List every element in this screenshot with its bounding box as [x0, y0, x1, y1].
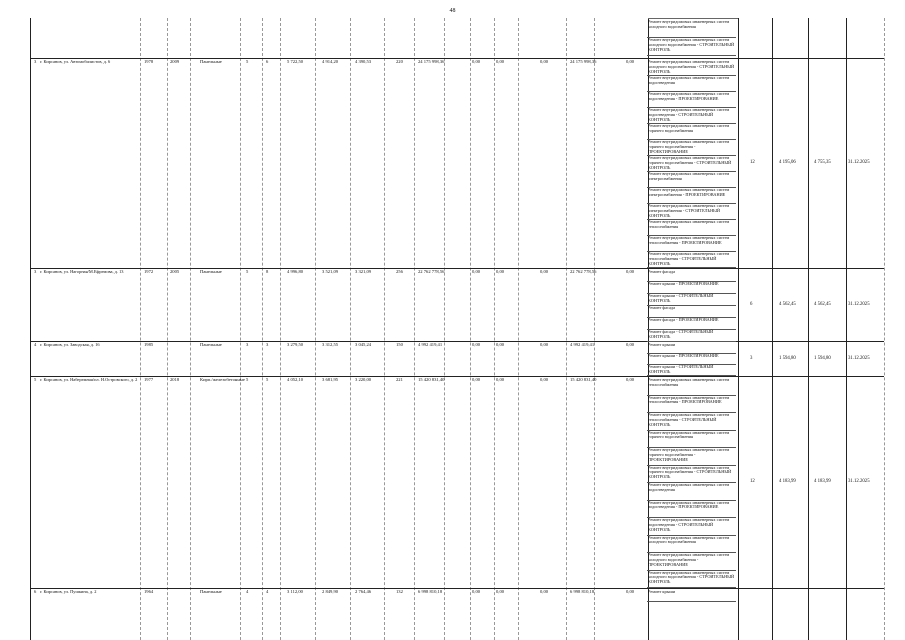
work-item	[648, 124, 736, 139]
work-item-text: Ремонт внутридомовых инженерных систем водоотведения - ПРОЕКТИРОВАНИЕ	[648, 499, 730, 510]
work-separator	[647, 601, 736, 602]
row-built-year: 1985	[144, 342, 154, 347]
work-item-text: Ремонт внутридомовых инженерных систем электроснабжения - ПРОЕКТИРОВАНИЕ	[648, 187, 730, 197]
work-item	[648, 76, 736, 91]
work-item	[648, 343, 736, 353]
row-cost-owners: 22 762 778,56	[570, 269, 597, 274]
work-item-text: Ремонт внутридомовых инженерных систем холодного водоснабжения - СТРОИТЕЛЬНЫЙ КОНТРОЛЬ	[648, 569, 735, 585]
work-item-text: Ремонт внутридомовых инженерных систем холодного водоснабжения	[648, 534, 730, 545]
row-number: 6	[34, 589, 37, 594]
row-address: г. Кирсанов, ул. Набережная/пл. Н.Островского, д. 2	[40, 377, 138, 382]
work-item-text: Ремонт крыши - ПРОЕКТИРОВАНИЕ	[648, 281, 719, 286]
row-work-count: 3	[750, 355, 753, 361]
work-item	[648, 318, 736, 329]
row-unit-cost: 4 195,06	[779, 160, 796, 165]
work-item	[648, 172, 736, 187]
row-area-owned: 3 321,09	[355, 269, 372, 274]
work-item	[648, 60, 736, 75]
work-item	[648, 536, 736, 553]
row-area-living: 3 312,55	[322, 342, 339, 347]
row-deadline: 31.12.2025	[848, 355, 870, 361]
row-number: 3	[34, 269, 37, 274]
work-item-text: Ремонт внутридомовых инженерных систем горячего водоснабжения - СТРОИТЕЛЬНЫЙ КОНТРОЛЬ	[648, 464, 732, 480]
work-item	[648, 378, 736, 395]
work-item-text: Ремонт внутридомовых инженерных систем водоотведения - СТРОИТЕЛЬНЫЙ КОНТРОЛЬ	[648, 107, 730, 122]
work-item	[648, 330, 736, 341]
row-cost-total: 22 762 778,56	[418, 269, 445, 274]
row-area-living: 4 914,20	[322, 59, 339, 64]
work-item	[648, 590, 736, 601]
work-item-text: Ремонт внутридомовых инженерных систем холодного водоснабжения	[648, 19, 730, 29]
row-cost-owners: 4 992 419,41	[570, 342, 595, 347]
work-item	[648, 236, 736, 251]
column-line	[140, 18, 141, 640]
row-wall-material: Панельные	[200, 342, 222, 347]
row-address: г. Кирсанов, ул. Нагорная/М.Ефремова, д. 13	[40, 269, 124, 274]
row-line	[30, 58, 884, 59]
row-area-owned: 4 390,53	[355, 59, 372, 64]
row-area-total: 3 112,00	[287, 589, 303, 594]
row-number: 5	[34, 377, 37, 382]
work-item	[648, 413, 736, 430]
row-fund-2: 0,00	[496, 342, 505, 347]
row-deadline: 31.12.2025	[848, 479, 870, 484]
work-item-text: Ремонт внутридомовых инженерных систем горячего водоснабжения	[648, 429, 730, 440]
row-number: 3	[34, 59, 37, 64]
row-max-cost: 4 755,35	[814, 160, 831, 165]
column-line	[470, 18, 471, 640]
row-floors: 5	[246, 269, 249, 274]
work-item	[648, 38, 736, 55]
work-item	[648, 365, 736, 375]
row-area-total: 4 052,10	[287, 377, 304, 382]
page-number: 48	[449, 8, 456, 14]
work-item	[648, 108, 736, 123]
row-area-living: 2 849,90	[322, 589, 339, 594]
row-fund-1: 0,00	[472, 377, 481, 382]
work-item-text: Ремонт внутридомовых инженерных систем электроснабжения	[648, 171, 730, 181]
row-fund-3: 0,00	[540, 589, 549, 594]
row-fund-3: 0,00	[540, 377, 549, 382]
row-fund-4: 0,00	[626, 589, 635, 594]
column-line	[494, 18, 495, 640]
row-fund-3: 0,00	[540, 59, 549, 64]
row-cost-total: 15 420 831,40	[418, 377, 445, 382]
work-item	[648, 396, 736, 413]
work-item-text: Ремонт внутридомовых инженерных систем водоотведения - СТРОИТЕЛЬНЫЙ КОНТРОЛЬ	[648, 517, 730, 532]
work-item-text: Ремонт внутридомовых инженерных систем горячего водоснабжения	[648, 123, 730, 133]
row-line	[30, 588, 884, 589]
row-cost-owners: 15 420 831,40	[570, 377, 597, 382]
row-wall-material: Кирп./железобетонные	[200, 377, 245, 382]
row-fund-2: 0,00	[496, 377, 505, 382]
row-fund-4: 0,00	[626, 269, 635, 274]
row-fund-2: 0,00	[496, 589, 505, 594]
column-border	[738, 18, 739, 640]
row-residents: 221	[396, 377, 403, 382]
row-fund-1: 0,00	[472, 342, 481, 347]
row-area-owned: 3 045,24	[355, 342, 372, 347]
column-line	[566, 18, 567, 640]
work-item-text: Ремонт крыши - СТРОИТЕЛЬНЫЙ КОНТРОЛЬ	[648, 364, 714, 374]
column-line	[384, 18, 385, 640]
row-area-total: 3 279,50	[287, 342, 304, 347]
row-entrances: 3	[266, 342, 269, 347]
column-line	[240, 18, 241, 640]
work-item-text: Ремонт внутридомовых инженерных систем водоотведения - ПРОЕКТИРОВАНИЕ	[648, 91, 730, 101]
row-cost-total: 4 992 419,41	[418, 342, 443, 347]
work-item-text: Ремонт крыши - СТРОИТЕЛЬНЫЙ КОНТРОЛЬ	[648, 293, 714, 303]
work-item-text: Ремонт внутридомовых инженерных систем водоотведения	[648, 75, 730, 85]
row-deadline: 31.12.2025	[848, 301, 870, 307]
row-fund-4: 0,00	[626, 342, 635, 347]
row-cost-total: 6 998 810,18	[418, 589, 443, 594]
work-item-text: Ремонт внутридомовых инженерных систем теплоснабжения - ПРОЕКТИРОВАНИЕ	[648, 235, 730, 245]
row-fund-2: 0,00	[496, 59, 505, 64]
work-item-text: Ремонт внутридомовых инженерных систем холодного водоснабжения - ПРОЕКТИРОВАНИЕ	[648, 552, 730, 567]
work-item	[648, 553, 736, 570]
row-fund-1: 0,00	[472, 59, 481, 64]
row-fund-4: 0,00	[626, 59, 635, 64]
column-line	[280, 18, 281, 640]
work-item-text: Ремонт внутридомовых инженерных систем горячего водоснабжения - СТРОИТЕЛЬНЫЙ КОНТРОЛЬ	[648, 155, 732, 170]
work-item-text: Ремонт фасада - ПРОЕКТИРОВАНИЕ	[648, 317, 719, 322]
row-area-total: 5 722,50	[287, 59, 304, 64]
row-renovation-year: 2005	[170, 269, 180, 274]
column-line	[772, 18, 773, 640]
work-item-text: Ремонт фасада	[648, 269, 676, 274]
work-item	[648, 92, 736, 107]
column-line	[518, 18, 519, 640]
work-item	[648, 294, 736, 305]
work-item-text: Ремонт фасада	[648, 305, 676, 310]
row-floors: 3	[246, 342, 249, 347]
row-area-owned: 3 220,00	[355, 377, 372, 382]
column-line	[262, 18, 263, 640]
column-line	[167, 18, 168, 640]
work-item	[648, 431, 736, 448]
row-residents: 132	[396, 589, 403, 594]
row-area-living: 3 681,95	[322, 377, 339, 382]
row-built-year: 1972	[144, 269, 154, 274]
work-item-text: Ремонт крыши	[648, 589, 676, 594]
row-cost-total: 24 175 998,36	[418, 59, 445, 64]
work-separator	[647, 587, 736, 588]
row-address: г. Кирсанов, ул. Автомобилистов, д. 6	[40, 59, 111, 64]
row-number: 4	[34, 342, 37, 347]
row-work-count: 12	[750, 479, 755, 484]
row-entrances: 5	[266, 377, 269, 382]
work-item-text: Ремонт внутридомовых инженерных систем теплоснабжения	[648, 377, 730, 387]
row-fund-3: 0,00	[540, 269, 549, 274]
row-fund-3: 0,00	[540, 342, 549, 347]
work-item	[648, 518, 736, 535]
work-item	[648, 220, 736, 235]
row-renovation-year: 2009	[170, 59, 180, 64]
work-item-text: Ремонт внутридомовых инженерных систем теплоснабжения	[648, 219, 730, 229]
work-item-text: Ремонт внутридомовых инженерных систем холодного водоснабжения - СТРОИТЕЛЬНЫЙ КОНТРОЛЬ	[648, 59, 735, 74]
work-item	[648, 483, 736, 500]
row-wall-material: Панельные	[200, 269, 222, 274]
work-item	[648, 354, 736, 364]
row-entrances: 8	[266, 269, 269, 274]
row-floors: 4	[246, 589, 249, 594]
work-item	[648, 188, 736, 203]
work-item-text: Ремонт крыши - ПРОЕКТИРОВАНИЕ	[648, 353, 719, 358]
work-item-text: Ремонт внутридомовых инженерных систем электроснабжения - СТРОИТЕЛЬНЫЙ КОНТРОЛЬ	[648, 203, 730, 218]
row-fund-1: 0,00	[472, 269, 481, 274]
work-item	[648, 282, 736, 293]
row-fund-1: 0,00	[472, 589, 481, 594]
work-item-text: Ремонт крыши	[648, 342, 676, 347]
column-line	[846, 18, 847, 640]
row-work-count: 12	[750, 160, 755, 165]
row-fund-2: 0,00	[496, 269, 505, 274]
row-floors: 5	[246, 59, 249, 64]
row-residents: 256	[396, 269, 403, 274]
row-unit-cost: 4 562,45	[779, 301, 796, 307]
column-line	[884, 18, 885, 640]
work-separator	[647, 375, 736, 376]
work-item	[648, 252, 736, 267]
row-area-living: 3 521,09	[322, 269, 339, 274]
row-max-cost: 4 562,45	[814, 301, 831, 307]
row-floors: 5	[246, 377, 249, 382]
work-item-text: Ремонт внутридомовых инженерных систем холодного водоснабжения - СТРОИТЕЛЬНЫЙ КОНТРОЛЬ	[648, 37, 735, 52]
row-wall-material: Панельные	[200, 59, 222, 64]
row-residents: 150	[396, 342, 403, 347]
row-line	[30, 341, 884, 342]
row-residents: 220	[396, 59, 403, 64]
work-item	[648, 448, 736, 465]
work-item-text: Ремонт внутридомовых инженерных систем теплоснабжения - СТРОИТЕЛЬНЫЙ КОНТРОЛЬ	[648, 251, 730, 266]
work-item-text: Ремонт фасада - СТРОИТЕЛЬНЫЙ КОНТРОЛЬ	[648, 329, 714, 339]
row-cost-owners: 24 175 998,36	[570, 59, 597, 64]
row-line	[30, 268, 884, 269]
row-max-cost: 1 594,80	[814, 355, 831, 361]
row-built-year: 1977	[144, 377, 154, 382]
work-item-text: Ремонт внутридомовых инженерных систем теплоснабжения - СТРОИТЕЛЬНЫЙ КОНТРОЛЬ	[648, 412, 730, 427]
column-line	[444, 18, 445, 640]
work-item	[648, 140, 736, 155]
row-work-count: 6	[750, 301, 753, 307]
column-border	[30, 18, 31, 640]
row-fund-4: 0,00	[626, 377, 635, 382]
work-item	[648, 156, 736, 171]
work-item-text: Ремонт внутридомовых инженерных систем теплоснабжения - ПРОЕКТИРОВАНИЕ	[648, 394, 730, 405]
column-line	[594, 18, 595, 640]
row-line	[30, 376, 884, 377]
work-item	[648, 20, 736, 37]
row-address: г. Кирсанов, ул. Заводская, д. 16	[40, 342, 100, 347]
row-max-cost: 4 183,99	[814, 479, 831, 484]
row-entrances: 4	[266, 589, 269, 594]
work-separator	[647, 55, 736, 56]
row-area-owned: 2 764,46	[355, 589, 372, 594]
work-separator	[647, 267, 736, 268]
row-wall-material: Панельные	[200, 589, 222, 594]
column-line	[190, 18, 191, 640]
work-item	[648, 571, 736, 588]
work-item-text: Ремонт внутридомовых инженерных систем водоотведения	[648, 482, 730, 492]
column-line	[808, 18, 809, 640]
column-line	[414, 18, 415, 640]
work-item-text: Ремонт внутридомовых инженерных систем горячего водоснабжения - ПРОЕКТИРОВАНИЕ	[648, 447, 730, 462]
work-item	[648, 204, 736, 219]
work-item	[648, 270, 736, 281]
row-address: г. Кирсанов, ул. Пушкина, д. 2	[40, 589, 97, 594]
row-deadline: 31.12.2025	[848, 160, 870, 165]
row-built-year: 1978	[144, 59, 154, 64]
work-item	[648, 306, 736, 317]
column-line	[315, 18, 316, 640]
row-renovation-year: 2018	[170, 377, 180, 382]
row-entrances: 6	[266, 59, 269, 64]
row-area-total: 4 996,80	[287, 269, 304, 274]
row-cost-owners: 6 998 810,18	[570, 589, 595, 594]
row-built-year: 1964	[144, 589, 154, 594]
row-unit-cost: 1 594,80	[779, 355, 796, 361]
row-unit-cost: 4 183,99	[779, 479, 796, 484]
work-item	[648, 466, 736, 483]
column-line	[350, 18, 351, 640]
work-item-text: Ремонт внутридомовых инженерных систем горячего водоснабжения - ПРОЕКТИРОВАНИЕ	[648, 139, 730, 154]
work-item	[648, 501, 736, 518]
